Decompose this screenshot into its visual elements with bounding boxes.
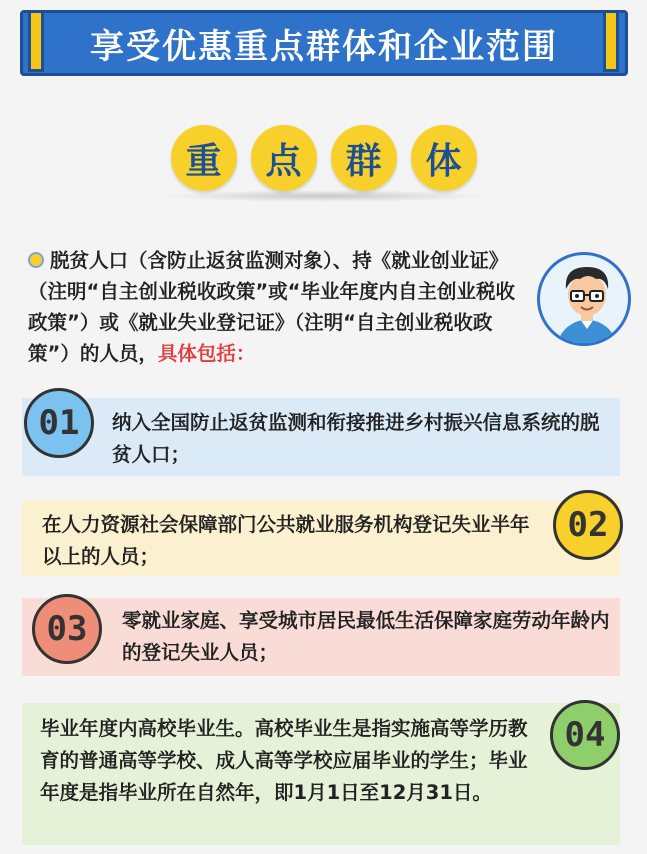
- item-text: 在人力资源社会保障部门公共就业服务机构登记失业半年以上的人员；: [42, 513, 530, 568]
- bullet-dot-icon: [28, 252, 44, 268]
- heading-char: 群: [331, 125, 397, 191]
- item-text: 纳入全国防止返贫监测和衔接推进乡村振兴信息系统的脱贫人口；: [112, 411, 600, 466]
- intro-highlight: 具体包括：: [157, 342, 256, 365]
- intro-paragraph: [28, 245, 528, 369]
- section-heading: [0, 125, 647, 195]
- item-text: 零就业家庭、享受城市居民最低生活保障家庭劳动年龄内的登记失业人员；: [122, 609, 610, 664]
- item-number: 04: [564, 715, 606, 755]
- item-number: 01: [38, 403, 80, 443]
- heading-char: 重: [171, 125, 237, 191]
- section-divider: [160, 190, 490, 202]
- heading-char: 点: [251, 125, 317, 191]
- number-bubble: [24, 388, 94, 458]
- avatar-illustration-icon: [537, 252, 631, 346]
- header-banner: [20, 10, 628, 76]
- banner-tab-left: [28, 10, 44, 72]
- page-title: 享受优惠重点群体和企业范围: [90, 26, 558, 67]
- item-number: 03: [46, 609, 88, 649]
- item-number: 02: [567, 505, 609, 545]
- heading-char: 体: [411, 125, 477, 191]
- item-text: 毕业年度内高校毕业生。高校毕业生是指实施高等学历教育的普通高等学校、成人高等学校应届毕业的学生；毕业年度是指毕业所在自然年，即1月1日至12月31日。: [40, 717, 528, 804]
- number-bubble: [32, 594, 102, 664]
- intro-text: 脱贫人口（含防止返贫监测对象）、持《就业创业证》（注明“自主创业税收政策”或“毕业年度内自主创业税收政策”）或《就业失业登记证》（注明“自主创业税收政策”）的人员，: [28, 249, 515, 365]
- number-bubble: [553, 490, 623, 560]
- banner-tab-right: [603, 10, 619, 72]
- number-bubble: [550, 700, 620, 770]
